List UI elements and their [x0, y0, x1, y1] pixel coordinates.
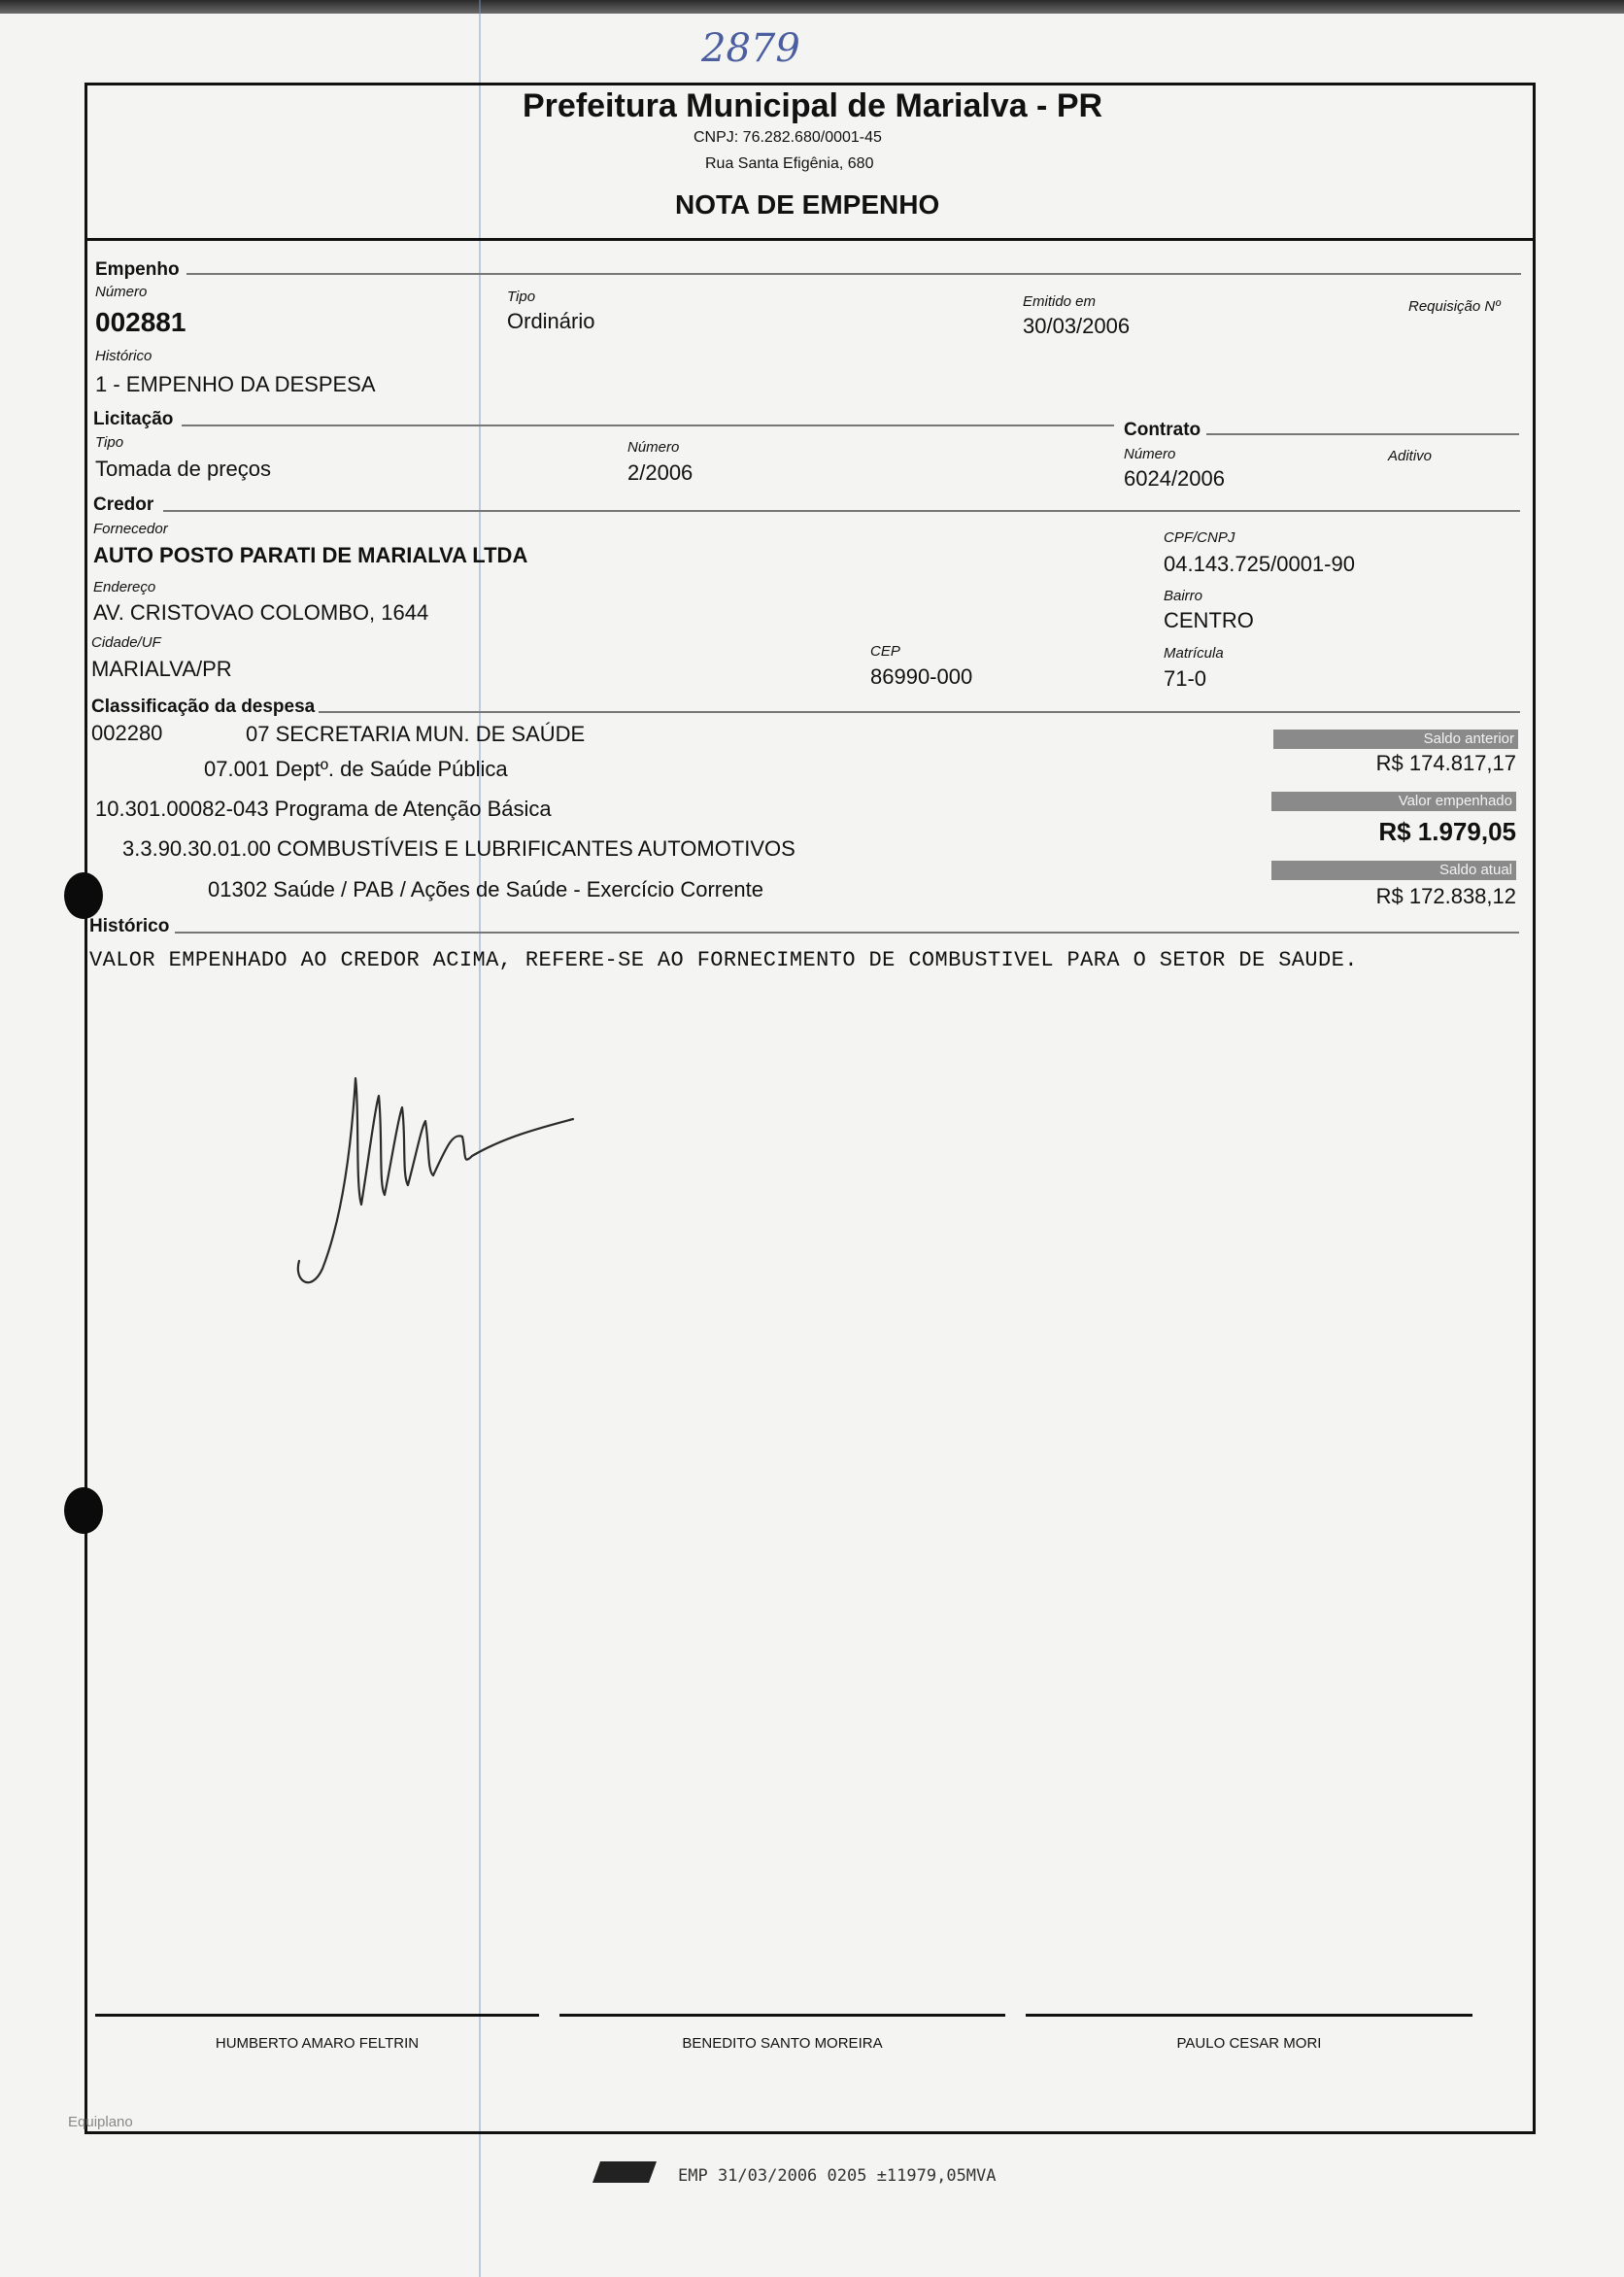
requisicao-label: Requisição Nº [1408, 298, 1501, 315]
signature-name-2: BENEDITO SANTO MOREIRA [682, 2035, 883, 2052]
scan-top-edge [0, 0, 1624, 14]
valor-empenhado-value: R$ 1.979,05 [1378, 817, 1516, 846]
cpf-cnpj-value: 04.143.725/0001-90 [1164, 552, 1355, 576]
endereco-value: AV. CRISTOVAO COLOMBO, 1644 [93, 600, 429, 625]
contrato-aditivo-label: Aditivo [1388, 448, 1433, 464]
classificacao-section-title: Classificação da despesa [91, 697, 316, 717]
contrato-numero-label: Número [1124, 446, 1176, 462]
signature-line-2 [559, 2014, 1005, 2017]
handwritten-signature [282, 1039, 592, 1292]
credor-section-title: Credor [93, 494, 154, 515]
contrato-numero: 6024/2006 [1124, 466, 1225, 491]
signature-name-3: PAULO CESAR MORI [1176, 2035, 1322, 2052]
licitacao-numero: 2/2006 [627, 460, 694, 485]
empenho-tipo: Ordinário [507, 309, 595, 333]
classificacao-line-3: 10.301.00082-043 Programa de Atenção Básica [95, 797, 552, 821]
licitacao-section-rule [182, 425, 1114, 426]
classificacao-code: 002280 [91, 721, 163, 745]
contrato-section-title: Contrato [1124, 420, 1201, 440]
emitido-label: Emitido em [1023, 293, 1097, 310]
fornecedor-name: AUTO POSTO PARATI DE MARIALVA LTDA [93, 543, 528, 567]
contrato-section-rule [1206, 433, 1519, 435]
address-line: Rua Santa Efigênia, 680 [705, 155, 874, 172]
classificacao-line-2: 07.001 Deptº. de Saúde Pública [204, 757, 508, 781]
valor-empenhado-badge: Valor empenhado [1271, 792, 1516, 811]
licitacao-tipo-label: Tipo [95, 434, 124, 451]
signature-line-1 [95, 2014, 539, 2017]
handwritten-page-number: 2879 [701, 26, 800, 71]
historico-section-rule [175, 932, 1519, 934]
fornecedor-label: Fornecedor [93, 521, 168, 537]
matricula-value: 71-0 [1164, 666, 1207, 691]
emitido-date: 30/03/2006 [1023, 314, 1131, 338]
historico-text: VALOR EMPENHADO AO CREDOR ACIMA, REFERE-SE AO FORNECIMENTO DE COMBUSTIVEL PARA O SETOR DE SAUDE. [89, 948, 1358, 972]
credor-section-rule [163, 510, 1520, 512]
licitacao-tipo: Tomada de preços [95, 457, 271, 481]
empenho-section-title: Empenho [95, 259, 180, 280]
cnpj-line: CNPJ: 76.282.680/0001-45 [694, 129, 882, 146]
empenho-section-rule [186, 273, 1521, 275]
equiplano-brand: Equiplano [68, 2114, 133, 2130]
saldo-anterior-badge: Saldo anterior [1273, 730, 1518, 749]
classificacao-line-1: 07 SECRETARIA MUN. DE SAÚDE [246, 722, 586, 746]
endereco-label: Endereço [93, 579, 156, 595]
empenho-numero: 002881 [95, 307, 186, 337]
signature-line-3 [1026, 2014, 1472, 2017]
cidade-value: MARIALVA/PR [91, 657, 232, 681]
saldo-anterior-value: R$ 174.817,17 [1375, 751, 1516, 775]
header-divider [85, 238, 1536, 241]
historico-section-title: Histórico [89, 916, 170, 936]
saldo-atual-value: R$ 172.838,12 [1375, 884, 1516, 908]
cpf-cnpj-label: CPF/CNPJ [1164, 529, 1235, 546]
bairro-value: CENTRO [1164, 608, 1254, 632]
matricula-label: Matrícula [1164, 645, 1224, 662]
cep-label: CEP [870, 643, 900, 660]
signature-name-1: HUMBERTO AMARO FELTRIN [215, 2035, 420, 2052]
punch-hole-top [64, 872, 103, 919]
licitacao-numero-label: Número [627, 439, 680, 456]
cep-value: 86990-000 [870, 664, 973, 689]
document-title: NOTA DE EMPENHO [675, 189, 940, 220]
bairro-label: Bairro [1164, 588, 1203, 604]
classificacao-line-5: 01302 Saúde / PAB / Ações de Saúde - Exercício Corrente [208, 877, 763, 901]
empenho-historico-label: Histórico [95, 348, 152, 364]
empenho-numero-label: Número [95, 284, 148, 300]
licitacao-section-title: Licitação [93, 409, 174, 429]
stamp-logo [592, 2161, 657, 2183]
classificacao-section-rule [319, 711, 1520, 713]
cidade-label: Cidade/UF [91, 634, 161, 651]
processing-stamp: EMP 31/03/2006 0205 ±11979,05MVA [678, 2166, 997, 2186]
empenho-historico: 1 - EMPENHO DA DESPESA [95, 372, 376, 396]
saldo-atual-badge: Saldo atual [1271, 861, 1516, 880]
empenho-tipo-label: Tipo [507, 289, 536, 305]
punch-hole-bottom [64, 1487, 103, 1534]
page-title: Prefeitura Municipal de Marialva - PR [523, 87, 1103, 124]
classificacao-line-4: 3.3.90.30.01.00 COMBUSTÍVEIS E LUBRIFICANTES AUTOMOTIVOS [122, 836, 795, 861]
